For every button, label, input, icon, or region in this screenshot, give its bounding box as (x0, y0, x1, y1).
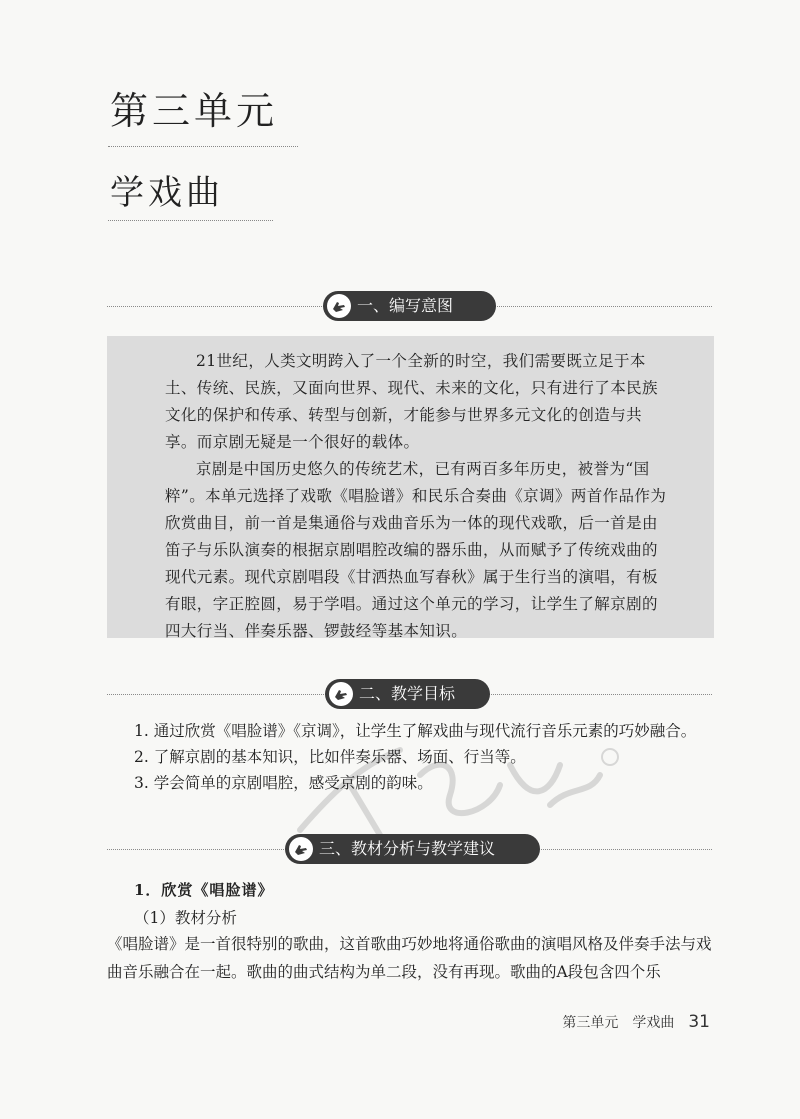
hand-pointer-icon (327, 294, 351, 318)
subsection-subheading: （1）教材分析 (134, 909, 237, 927)
section-title: 三、教材分析与教学建议 (319, 839, 496, 858)
intro-paragraph: 21世纪，人类文明跨入了一个全新的时空，我们需要既立足于本土、传统、民族，又面向世界、现代、未来的文化，只有进行了本民族文化的保护和传承、转型与创新，才能参与世界多元文化的创造与共享。而京剧无疑是一个很好的载体。 (165, 352, 658, 451)
unit-title: 第三单元 (110, 89, 279, 133)
page-footer (562, 1012, 710, 1032)
goals-list (134, 718, 714, 796)
section-header-3 (285, 834, 540, 864)
footer-subtitle: 学戏曲 (632, 1015, 675, 1031)
intro-paragraph: 京剧是中国历史悠久的传统艺术，已有两百多年历史，被誉为“国粹”。本单元选择了戏歌《唱脸谱》和民乐合奏曲《京调》两首作品作为欣赏曲目，前一首是集通俗与戏曲音乐为一体的现代戏歌，后一首是由笛子与乐队演奏的根据京剧唱腔改编的器乐曲，从而赋予了传统戏曲的现代元素。现代京剧唱段《甘洒热血写春秋》属于生行当的演唱，有板有眼，字正腔圆，易于学唱。通过这个单元的学习，让学生了解京剧的四大行当、伴奏乐器、锣鼓经等基本知识。 (165, 460, 667, 640)
hand-pointer-icon (289, 837, 313, 861)
section-title: 一、编写意图 (357, 296, 454, 315)
footer-unit: 第三单元 (562, 1015, 619, 1031)
list-item: 3. 学会简单的京剧唱腔，感受京剧的韵味。 (134, 774, 433, 792)
unit-subtitle: 学戏曲 (110, 173, 224, 213)
list-item: 2. 了解京剧的基本知识，比如伴奏乐器、场面、行当等。 (134, 748, 526, 766)
section-header-2 (325, 679, 490, 709)
hand-pointer-icon (329, 682, 353, 706)
intro-box (107, 336, 714, 638)
divider (108, 220, 273, 221)
page-number: 31 (688, 1012, 710, 1032)
section-header-1 (323, 291, 496, 321)
divider (108, 146, 298, 147)
list-item: 1. 通过欣赏《唱脸谱》《京调》，让学生了解戏曲与现代流行音乐元素的巧妙融合。 (134, 722, 697, 740)
subsection-heading: 1．欣赏《唱脸谱》 (134, 881, 274, 899)
body-paragraph: 《唱脸谱》是一首很特别的歌曲，这首歌曲巧妙地将通俗歌曲的演唱风格及伴奏手法与戏曲音乐融合在一起。歌曲的曲式结构为单二段，没有再现。歌曲的A段包含四个乐 (107, 935, 712, 981)
section-title: 二、教学目标 (359, 684, 456, 703)
